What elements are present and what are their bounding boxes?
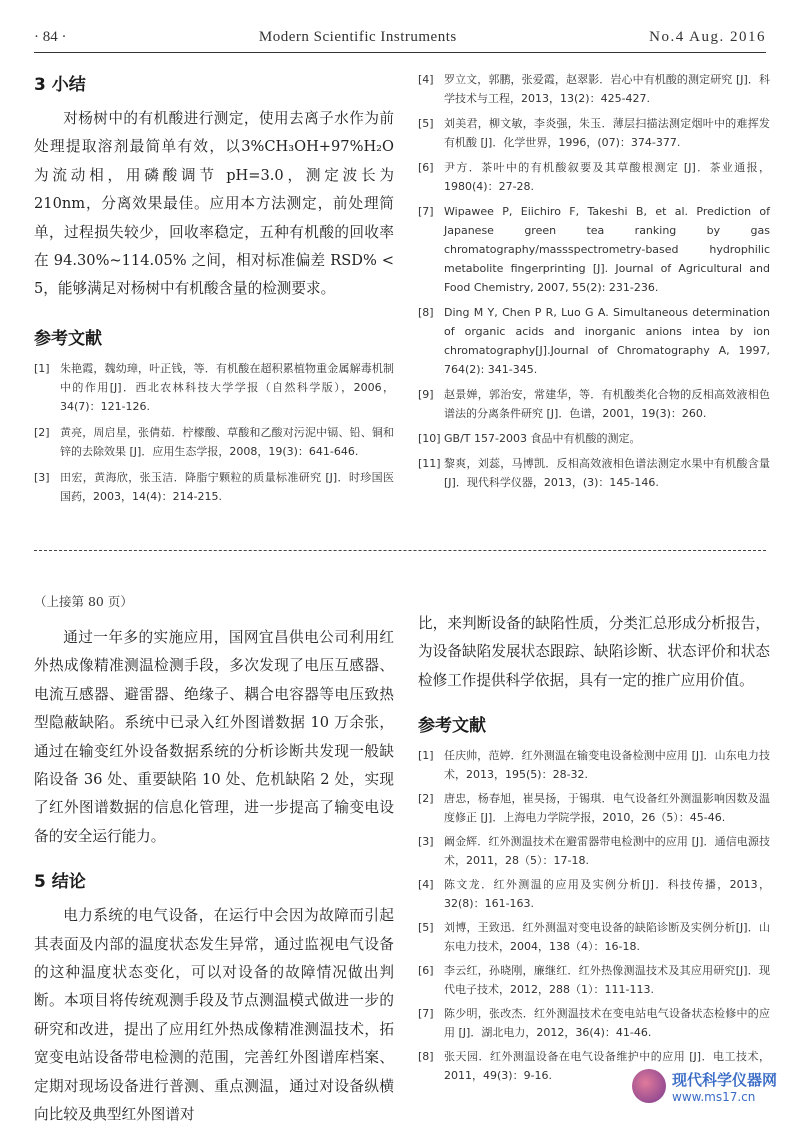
- watermark-title: 现代科学仪器网: [672, 1070, 778, 1089]
- reference-item: [418, 961, 770, 999]
- summary-paragraph: 对杨树中的有机酸进行测定，使用去离子水作为前处理提取溶剂最简单有效，以3%CH₃OH+97%H₂O 为流动相，用磷酸调节 pH=3.0，测定波长为 210nm，分离效果最佳。应用本方法测定，前处理简单，过程损失较少，回收率稳定，五种有机酸的回收率在 94.30%~114.05% 之间，相对标准偏差 RSD% < 5，能够满足对杨树中有机酸含量的检测要求。: [34, 110, 394, 298]
- reference-text: 阚金辉．红外测温技术在避雷器带电检测中的应用 [J]．通信电源技术，2011，28（5）：17-18.: [444, 835, 770, 868]
- reference-text: 朱艳霞，魏幼璋，叶正钱，等．有机酸在超积累植物重金属解毒机制中的作用[J]．西北农林科技大学学报（自然科学版），2006，34(7)：121-126.: [60, 361, 394, 413]
- reference-item: [418, 202, 770, 297]
- running-header: [34, 22, 766, 53]
- reference-text: 陈少明，张改杰．红外测温技术在变电站电气设备状态检修中的应用 [J]．湖北电力，2012，36(4)：41-46.: [444, 1007, 770, 1040]
- reference-item: [418, 875, 770, 913]
- reference-text: 赵景婵，郭治安，常建华，等．有机酸类化合物的反相高效液相色谱法的分离条件研究 [J]．色谱，2001，19(3)：260.: [444, 388, 770, 420]
- reference-item: [418, 832, 770, 870]
- reference-item: [418, 1004, 770, 1042]
- bottom-left-column: [34, 592, 394, 1130]
- references-title: 参考文献: [418, 716, 486, 737]
- reference-item: [34, 468, 394, 506]
- reference-text: 刘美君，柳文敏，李炎强，朱玉．薄层扫描法测定烟叶中的难挥发有机酸 [J]．化学世界，1996，(07)：374-377.: [444, 117, 770, 149]
- reference-item: [418, 114, 770, 152]
- reference-number: [1]: [34, 361, 50, 375]
- watermark-url: www.ms17.cn: [672, 1089, 756, 1104]
- reference-number: [9]: [418, 388, 434, 401]
- reference-item: [418, 789, 770, 827]
- reference-number: [1]: [418, 749, 434, 763]
- reference-text: 田宏，黄海欣，张玉洁．降脂宁颗粒的质量标准研究 [J]．时珍国医国药，2003，14(4)：214-215.: [60, 470, 394, 503]
- reference-number: [2]: [34, 425, 50, 439]
- reference-number: [4]: [418, 878, 434, 892]
- reference-item: [34, 423, 394, 461]
- reference-text: Wipawee P, Eiichiro F, Takeshi B, et al. Prediction of Japanese green tea ranking by gas chromatography/massspectrometry-based hydrophilic metabolite fingerprinting [J]. Journal of Agricultural and Food Chemistry, 2007, 55(2): 231-236.: [444, 205, 770, 294]
- reference-item: [418, 429, 770, 448]
- reference-number: [11]: [418, 457, 441, 470]
- top-right-column: [418, 70, 770, 492]
- reference-number: [6]: [418, 161, 434, 174]
- reference-number: [4]: [418, 73, 434, 86]
- top-left-column: [34, 70, 394, 506]
- reference-number: [7]: [418, 205, 434, 218]
- reference-text: 刘博，王致迅．红外测温对变电设备的缺陷诊断及实例分析[J]．山东电力技术，2004，138（4）：16-18.: [444, 921, 770, 954]
- reference-text: 李云红，孙晓刚，廉继红．红外热像测温技术及其应用研究[J]．现代电子技术，2012，288（1）：111-113.: [444, 964, 770, 997]
- reference-text: 张天园．红外测温设备在电气设备维护中的应用 [J]．电工技术，2011，49(3)：9-16.: [444, 1050, 770, 1083]
- reference-list: [418, 746, 770, 1085]
- reference-text: 陈文龙．红外测温的应用及实例分析[J]．科技传播，2013，32(8)：161-163.: [444, 878, 770, 911]
- references-title: 参考文献: [34, 328, 102, 349]
- reference-number: [2]: [418, 792, 434, 806]
- journal-name: Modern Scientific Instruments: [258, 28, 457, 45]
- reference-number: [5]: [418, 117, 434, 130]
- reference-item: [418, 158, 770, 196]
- issue-info: No.4 Aug. 2016: [649, 28, 766, 45]
- section-title-summary: 3 小结: [34, 75, 86, 95]
- reference-text: GB/T 157-2003 食品中有机酸的测定。: [444, 432, 641, 445]
- reference-list: [418, 70, 770, 492]
- continued-note: （上接第 80 页）: [34, 594, 133, 609]
- reference-number: [10]: [418, 432, 441, 445]
- application-paragraph: 通过一年多的实施应用，国网宜昌供电公司利用红外热成像精准测温检测手段，多次发现了电压互感器、电流互感器、避雷器、绝缘子、耦合电容器等电压致热型隐蔽缺陷。系统中已录入红外图谱数据 10 万余张，通过在输变红外设备数据系统的分析诊断共发现一般缺陷设备 36 处、重要缺陷 10 处、危机缺陷 2 处，实现了红外图谱数据的信息化管理，进一步提高了输变电设备的安全运行能力。: [34, 629, 394, 845]
- reference-number: [6]: [418, 964, 434, 978]
- watermark-logo-icon: [632, 1069, 666, 1103]
- site-watermark: [632, 1065, 782, 1107]
- reference-text: 尹方．茶叶中的有机酸叙要及其草酸根测定 [J]．茶业通报，1980(4)：27-28.: [444, 161, 770, 193]
- reference-item: [418, 454, 770, 492]
- reference-number: [7]: [418, 1007, 434, 1021]
- conclusion-paragraph: 电力系统的电气设备，在运行中会因为故障而引起其表面及内部的温度状态发生异常，通过监视电气设备的这种温度状态变化，可以对设备的故障情况做出判断。本项目将传统观测手段及节点测温模式做进一步的研究和改进，提出了应用红外热成像精准测温技术，拓宽变电站设备带电检测的范围，完善红外图谱库档案、定期对现场设备进行普测、重点测温，通过对设备纵横向比较及典型红外图谱对: [34, 907, 394, 1124]
- reference-text: 黎爽，刘蕊，马博凯．反相高效液相色谱法测定水果中有机酸含量 [J]．现代科学仪器，2013，(3)：145-146.: [444, 457, 770, 489]
- reference-item: [34, 359, 394, 416]
- reference-item: [418, 918, 770, 956]
- reference-number: [8]: [418, 306, 434, 319]
- reference-item: [418, 385, 770, 423]
- reference-text: 罗立文，郭鹏，张爱霞，赵翠影．岩心中有机酸的测定研究 [J]．科学技术与工程，2013，13(2)：425-427.: [444, 73, 770, 105]
- reference-item: [418, 303, 770, 379]
- reference-text: 任庆帅，范婷．红外测温在输变电设备检测中应用 [J]．山东电力技术，2013，195(5)：28-32.: [444, 749, 770, 782]
- reference-text: 黄亮，周启星，张倩茹．柠檬酸、草酸和乙酸对污泥中镉、铅、铜和锌的去除效果 [J]．应用生态学报，2008，19(3)：641-646.: [60, 425, 394, 458]
- reference-text: Ding M Y, Chen P R, Luo G A. Simultaneous determination of organic acids and inorganic anions intea by ion chromatography[J].Journal of Chromatography A, 1997, 764(2): 341-345.: [444, 306, 770, 376]
- reference-list: [34, 359, 394, 506]
- reference-item: [418, 746, 770, 784]
- article-divider: [34, 550, 766, 551]
- reference-item: [418, 70, 770, 108]
- conclusion-paragraph-cont: 比，来判断设备的缺陷性质，分类汇总形成分析报告，为设备缺陷发展状态跟踪、缺陷诊断、状态评价和状态检修工作提供科学依据，具有一定的推广应用价值。: [418, 615, 770, 689]
- reference-number: [8]: [418, 1050, 434, 1064]
- reference-number: [5]: [418, 921, 434, 935]
- page-number: · 84 ·: [34, 28, 67, 45]
- bottom-right-column: [418, 610, 770, 1085]
- section-title-conclusion: 5 结论: [34, 872, 86, 893]
- reference-number: [3]: [418, 835, 434, 849]
- reference-number: [3]: [34, 470, 50, 484]
- reference-text: 唐忠，杨春旭，崔昊扬，于锡琪．电气设备红外测温影响因数及温度修正 [J]．上海电力学院学报，2010，26（5）：45-46.: [444, 792, 770, 825]
